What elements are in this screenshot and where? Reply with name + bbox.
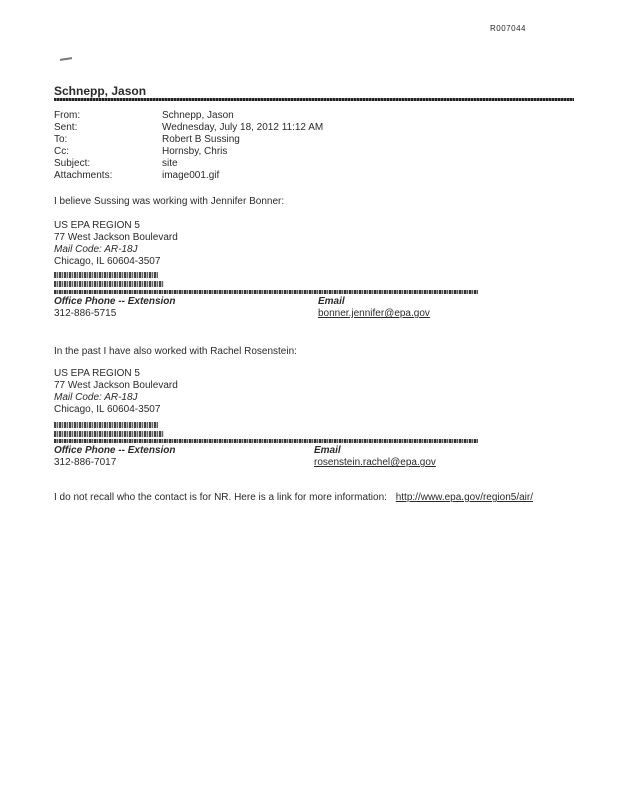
phone-label-2: Office Phone -- Extension [54, 445, 176, 456]
to-label: To: [54, 134, 68, 145]
from-label: From: [54, 110, 81, 121]
cc-row [54, 146, 323, 158]
from-value: Schnepp, Jason [162, 110, 234, 121]
redacted-title-2 [54, 431, 164, 437]
city-2: Chicago, IL 60604-3507 [54, 404, 161, 415]
phone-label-1: Office Phone -- Extension [54, 296, 176, 307]
redacted-name-2 [54, 422, 158, 428]
info-link[interactable]: http://www.epa.gov/region5/air/ [395, 492, 534, 503]
sender-name: Schnepp, Jason [54, 84, 147, 98]
sent-value: Wednesday, July 18, 2012 11:12 AM [162, 122, 324, 133]
city-1: Chicago, IL 60604-3507 [54, 256, 161, 267]
signature-divider-2 [54, 439, 478, 443]
signature-divider-1 [54, 290, 478, 294]
sender-divider [54, 98, 574, 101]
cc-value: Hornsby, Chris [162, 146, 228, 157]
sent-row [54, 122, 323, 134]
address-block-1 [54, 220, 178, 268]
email-link-1[interactable]: bonner.jennifer@epa.gov [318, 308, 430, 319]
address-block-2 [54, 368, 178, 416]
email-link-2[interactable]: rosenstein.rachel@epa.gov [314, 457, 436, 468]
scan-speck [60, 57, 72, 61]
email-label-1: Email [318, 296, 345, 307]
to-value: Robert B Sussing [162, 134, 240, 145]
paragraph-2: In the past I have also worked with Rachel Rosenstein: [54, 346, 297, 357]
from-row [54, 110, 323, 122]
mail-code-2: Mail Code: AR-18J [54, 392, 138, 403]
street-2: 77 West Jackson Boulevard [54, 380, 178, 391]
subject-value: site [162, 158, 178, 169]
closing-paragraph [54, 492, 533, 503]
redacted-title-1 [54, 281, 164, 287]
attachments-value: image001.gif [162, 170, 220, 181]
email-headers [54, 110, 323, 182]
attachments-label: Attachments: [54, 170, 113, 181]
paragraph-1: I believe Sussing was working with Jennifer Bonner: [54, 196, 285, 207]
agency-name-2: US EPA REGION 5 [54, 368, 140, 379]
cc-label: Cc: [54, 146, 69, 157]
sent-label: Sent: [54, 122, 78, 133]
to-row [54, 134, 323, 146]
street-1: 77 West Jackson Boulevard [54, 232, 178, 243]
email-label-2: Email [314, 445, 341, 456]
closing-text: I do not recall who the contact is for NR. Here is a link for more information: [54, 492, 387, 503]
subject-row [54, 158, 323, 170]
phone-value-1: 312-886-5715 [54, 308, 117, 319]
attachments-row [54, 170, 323, 182]
redacted-name-1 [54, 272, 158, 278]
subject-label: Subject: [54, 158, 91, 169]
phone-value-2: 312-886-7017 [54, 457, 117, 468]
agency-name-1: US EPA REGION 5 [54, 220, 140, 231]
bates-number: R007044 [490, 24, 526, 33]
mail-code-1: Mail Code: AR-18J [54, 244, 138, 255]
